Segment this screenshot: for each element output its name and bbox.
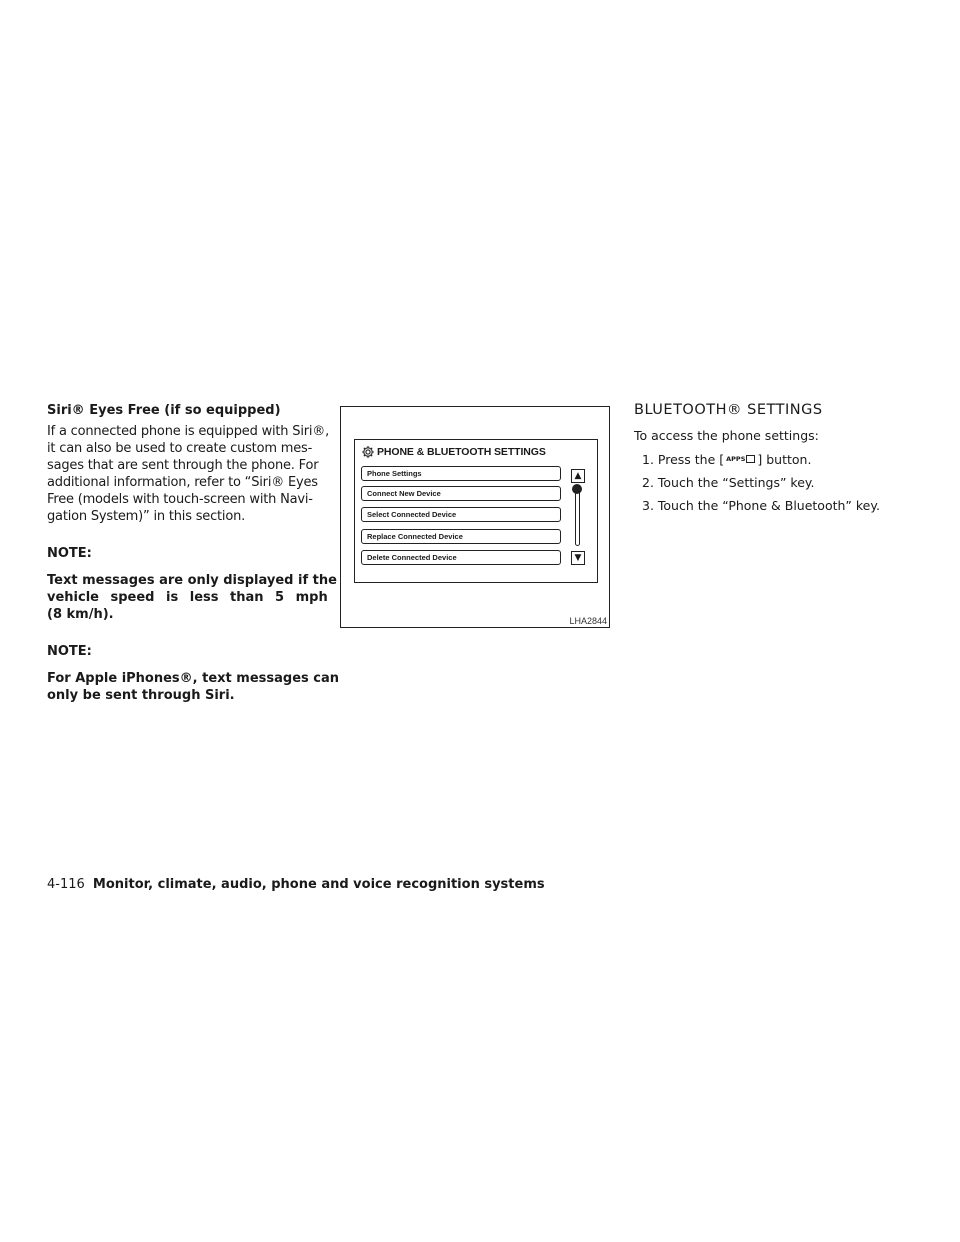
- note-text: [47, 670, 340, 704]
- siri-subheading: Siri® Eyes Free (if so equipped): [47, 403, 281, 418]
- step-item: 3. Touch the “Phone & Bluetooth” key.: [642, 498, 880, 513]
- settings-screen: [354, 439, 598, 583]
- step-item: 2. Touch the “Settings” key.: [642, 475, 815, 490]
- connect-new-device-button[interactable]: Connect New Device: [361, 486, 561, 501]
- right-column: [634, 402, 934, 520]
- select-connected-device-button[interactable]: Select Connected Device: [361, 507, 561, 522]
- text-line: For Apple iPhones®, text messages can: [47, 671, 340, 686]
- step-text: 1. Press the [: [642, 452, 725, 467]
- intro-text: To access the phone settings:: [634, 428, 819, 443]
- chapter-title: Monitor, climate, audio, phone and voice recognition systems: [92, 877, 545, 892]
- replace-connected-device-button[interactable]: Replace Connected Device: [361, 529, 561, 544]
- step-item: [634, 451, 934, 468]
- triangle-up-icon: ▲: [574, 471, 582, 481]
- text-line: vehicle speed is less than 5 mph: [47, 590, 328, 605]
- note-label: NOTE:: [47, 546, 92, 561]
- page-footer: [47, 877, 545, 892]
- screen-title-text: PHONE & BLUETOOTH SETTINGS: [377, 446, 546, 458]
- scroll-down-button[interactable]: [571, 551, 585, 565]
- left-column: [47, 402, 340, 704]
- text-line: Text messages are only displayed if the: [47, 573, 337, 588]
- text-line: additional information, refer to “Siri® Eyes: [47, 475, 318, 490]
- settings-screen-figure: [340, 406, 610, 628]
- page-number: 4-116: [47, 877, 85, 892]
- apps-icon-label: APPS: [726, 455, 746, 463]
- siri-paragraph: [47, 423, 330, 525]
- note-label: NOTE:: [47, 644, 92, 659]
- text-line: gation System)” in this section.: [47, 509, 246, 524]
- figure-id: LHA2844: [569, 616, 607, 626]
- apps-button-icon: [726, 451, 755, 468]
- triangle-down-icon: ▼: [574, 553, 582, 563]
- scroll-up-button[interactable]: [571, 469, 585, 483]
- text-line: Free (models with touch-screen with Navi-: [47, 492, 313, 507]
- screen-title: [361, 443, 546, 461]
- gear-icon: [361, 445, 375, 459]
- section-heading: BLUETOOTH® SETTINGS: [634, 402, 823, 418]
- scrollbar-thumb[interactable]: [572, 484, 582, 494]
- text-line: (8 km/h).: [47, 607, 114, 622]
- text-line: If a connected phone is equipped with Siri®,: [47, 424, 330, 439]
- note-text: [47, 572, 337, 623]
- phone-settings-button[interactable]: Phone Settings: [361, 466, 561, 481]
- text-line: it can also be used to create custom mes-: [47, 441, 313, 456]
- text-line: only be sent through Siri.: [47, 688, 235, 703]
- delete-connected-device-button[interactable]: Delete Connected Device: [361, 550, 561, 565]
- step-text: ] button.: [757, 452, 812, 467]
- steps-list: [634, 451, 934, 514]
- apps-box-icon: [746, 455, 755, 463]
- text-line: sages that are sent through the phone. For: [47, 458, 319, 473]
- scrollbar-track[interactable]: [575, 486, 580, 546]
